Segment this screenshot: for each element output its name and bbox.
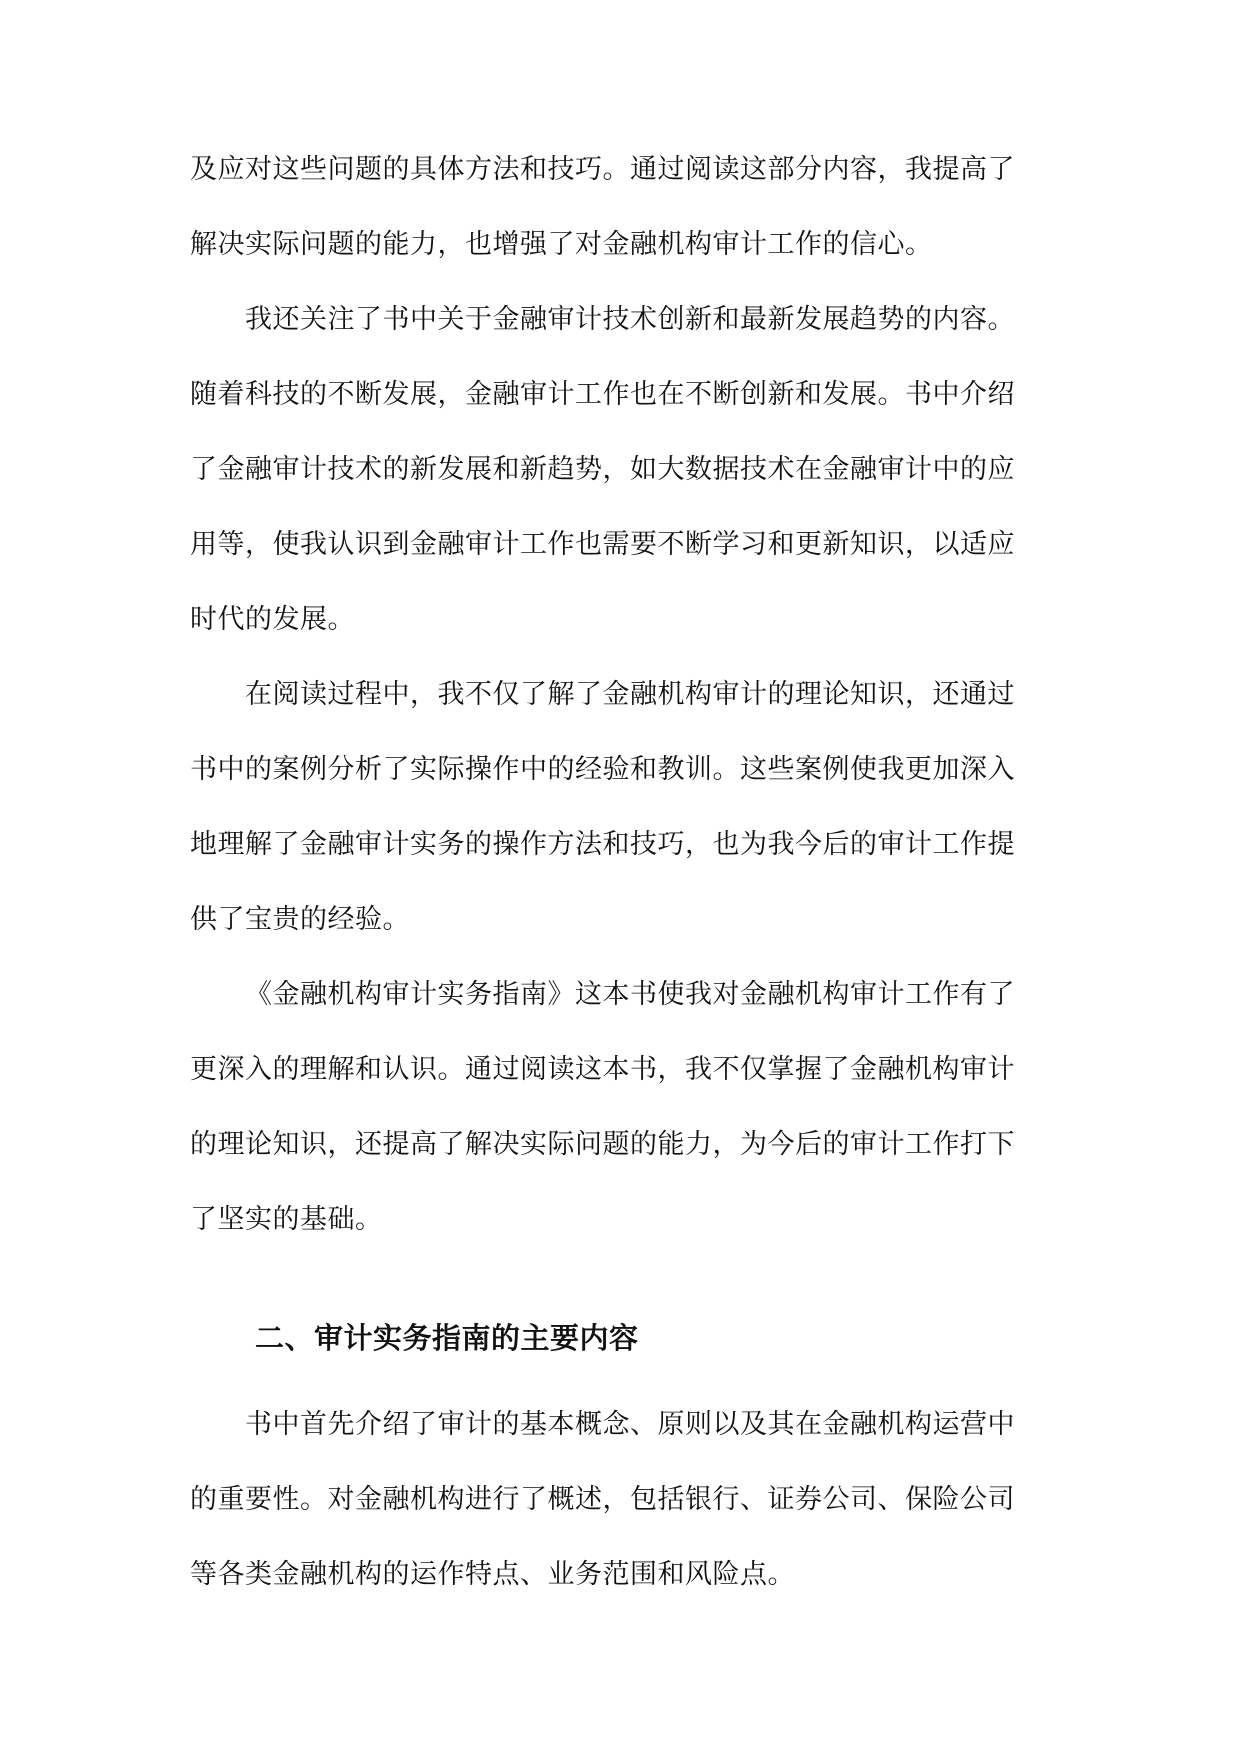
paragraph-5-line-2: 的重要性。对金融机构进行了概述，包括银行、证券公司、保险公司 <box>190 1484 1015 1515</box>
paragraph-2-line-2: 随着科技的不断发展，金融审计工作也在不断创新和发展。书中介绍 <box>190 379 1015 410</box>
paragraph-2-line-1: 我还关注了书中关于金融审计技术创新和最新发展趋势的内容。 <box>245 304 1015 335</box>
paragraph-4-line-2: 更深入的理解和认识。通过阅读这本书，我不仅掌握了金融机构审计 <box>190 1054 1015 1085</box>
paragraph-1-line-1: 及应对这些问题的具体方法和技巧。通过阅读这部分内容，我提高了 <box>190 154 1015 185</box>
paragraph-3-line-3: 地理解了金融审计实务的操作方法和技巧，也为我今后的审计工作提 <box>190 829 1015 860</box>
paragraph-4-line-1: 《金融机构审计实务指南》这本书使我对金融机构审计工作有了 <box>245 979 1015 1010</box>
paragraph-3-line-4: 供了宝贵的经验。 <box>190 904 410 935</box>
paragraph-2-line-4: 用等，使我认识到金融审计工作也需要不断学习和更新知识，以适应 <box>190 529 1015 560</box>
section-heading: 二、审计实务指南的主要内容 <box>255 1321 639 1355</box>
paragraph-2-line-3: 了金融审计技术的新发展和新趋势，如大数据技术在金融审计中的应 <box>190 454 1015 485</box>
paragraph-3-line-1: 在阅读过程中，我不仅了解了金融机构审计的理论知识，还通过 <box>245 679 1015 710</box>
paragraph-2-line-5: 时代的发展。 <box>190 604 355 635</box>
paragraph-1-line-2: 解决实际问题的能力，也增强了对金融机构审计工作的信心。 <box>190 229 933 260</box>
paragraph-5-line-3: 等各类金融机构的运作特点、业务范围和风险点。 <box>190 1559 795 1590</box>
paragraph-4-line-3: 的理论知识，还提高了解决实际问题的能力，为今后的审计工作打下 <box>190 1129 1015 1160</box>
paragraph-5-line-1: 书中首先介绍了审计的基本概念、原则以及其在金融机构运营中 <box>245 1409 1015 1440</box>
paragraph-3-line-2: 书中的案例分析了实际操作中的经验和教训。这些案例使我更加深入 <box>190 754 1015 785</box>
paragraph-4-line-4: 了坚实的基础。 <box>190 1204 383 1235</box>
